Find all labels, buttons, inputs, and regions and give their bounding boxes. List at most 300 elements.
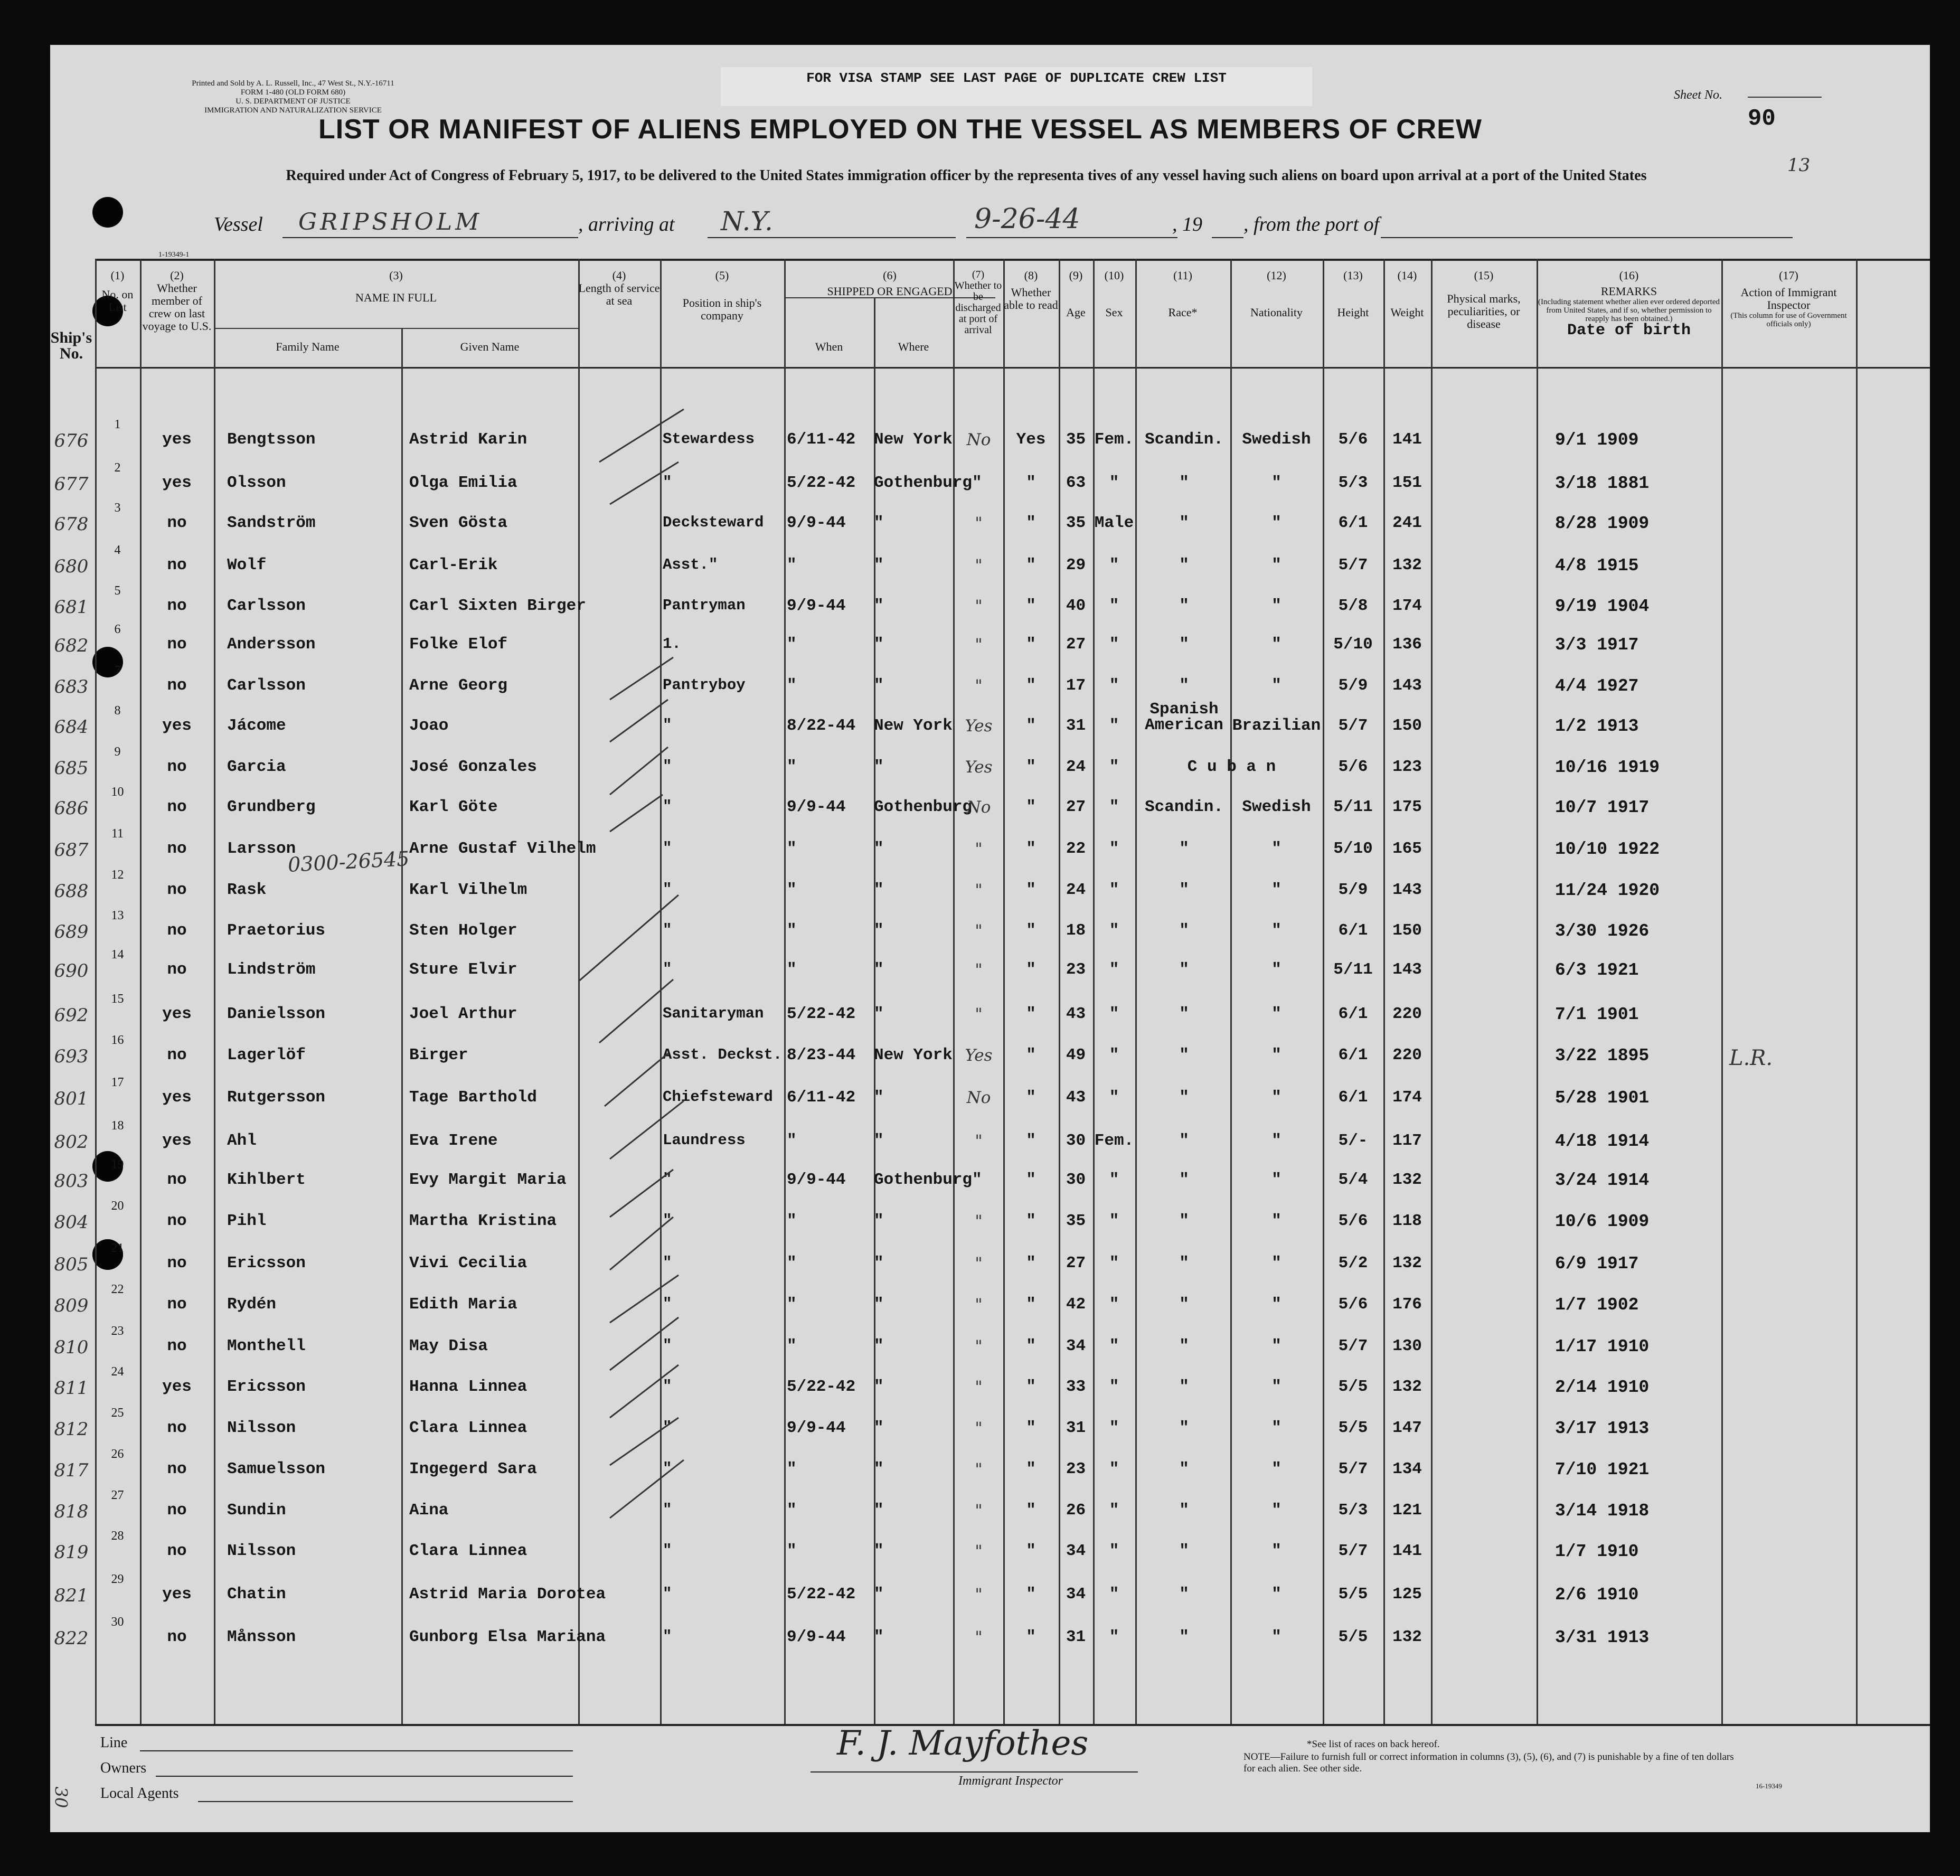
cell-position: " bbox=[663, 840, 672, 857]
cell-date-of-birth: 10/10 1922 bbox=[1555, 840, 1660, 859]
cell-race: " bbox=[1179, 1046, 1189, 1064]
cell-given-name: Evy Margit Maria bbox=[409, 1171, 567, 1189]
cell-shipped-when: " bbox=[787, 635, 797, 654]
footer-agents-label: Local Agents bbox=[100, 1785, 179, 1802]
cell-race: " bbox=[1179, 635, 1189, 654]
cell-position: " bbox=[663, 758, 672, 775]
cell-sex: Fem. bbox=[1094, 1132, 1134, 1150]
cell-race: " bbox=[1179, 1378, 1189, 1396]
cell-position: " bbox=[663, 1378, 672, 1395]
cell-family-name: Carlsson bbox=[227, 597, 306, 615]
cell-list-no: 3 bbox=[114, 501, 121, 515]
cell-position: Decksteward bbox=[663, 514, 764, 531]
cell-shipped-when: 5/22-42 bbox=[787, 474, 856, 492]
cell-can-read: " bbox=[1026, 597, 1036, 615]
cell-family-name: Andersson bbox=[227, 635, 316, 654]
check-marks bbox=[578, 404, 737, 1698]
cell-sex: " bbox=[1109, 1585, 1119, 1604]
cell-given-name: Tage Barthold bbox=[409, 1088, 537, 1107]
cell-previous-voyage: no bbox=[167, 798, 187, 816]
cell-can-read: " bbox=[1026, 1337, 1036, 1355]
cell-family-name: Sandström bbox=[227, 514, 316, 532]
cell-weight: 147 bbox=[1392, 1419, 1422, 1437]
cell-given-name: Carl Sixten Birger bbox=[409, 597, 586, 615]
cell-can-read: " bbox=[1026, 881, 1036, 899]
cell-family-name: Rask bbox=[227, 881, 267, 899]
col-16-header: (16) REMARKS (Including statement whether alien ever ordered deported from United States, and if so, whether permission to reapply has been obtained.) Date of birth bbox=[1538, 269, 1720, 340]
cell-previous-voyage: no bbox=[167, 758, 187, 776]
cell-position: " bbox=[663, 1254, 672, 1271]
cell-height: 5/9 bbox=[1338, 881, 1368, 899]
cell-age: 27 bbox=[1066, 1254, 1086, 1272]
cell-ship-no: 801 bbox=[54, 1088, 89, 1109]
cell-weight: 241 bbox=[1392, 514, 1422, 532]
cell-previous-voyage: no bbox=[167, 881, 187, 899]
cell-discharged: " bbox=[975, 676, 983, 695]
cell-weight: 136 bbox=[1392, 635, 1422, 654]
col-divider bbox=[1431, 259, 1433, 1724]
cell-weight: 130 bbox=[1392, 1337, 1422, 1355]
department-name: U. S. DEPARTMENT OF JUSTICE bbox=[235, 97, 351, 106]
cell-sex: " bbox=[1109, 1088, 1119, 1107]
cell-family-name: Praetorius bbox=[227, 921, 326, 940]
cell-age: 29 bbox=[1066, 556, 1086, 574]
cell-weight: 141 bbox=[1392, 430, 1422, 449]
cell-given-name: Birger bbox=[409, 1046, 468, 1064]
cell-position: Pantryman bbox=[663, 597, 746, 614]
cell-age: 35 bbox=[1066, 430, 1086, 449]
cell-nationality: " bbox=[1271, 1212, 1281, 1230]
cell-list-no: 26 bbox=[111, 1447, 124, 1461]
cell-date-of-birth: 1/17 1910 bbox=[1555, 1337, 1650, 1356]
cell-ship-no: 693 bbox=[54, 1046, 89, 1067]
cell-list-no: 4 bbox=[114, 543, 121, 557]
cell-shipped-where: " bbox=[874, 1419, 884, 1437]
side-note: 13 bbox=[1787, 155, 1811, 176]
cell-family-name: Pihl bbox=[227, 1212, 267, 1230]
cell-weight: 220 bbox=[1392, 1005, 1422, 1023]
cell-shipped-where: " bbox=[874, 1378, 884, 1396]
cell-height: 5/5 bbox=[1338, 1585, 1368, 1604]
cell-shipped-when: 9/9-44 bbox=[787, 597, 846, 615]
arriving-label: , arriving at bbox=[578, 213, 675, 235]
cell-given-name: Sten Holger bbox=[409, 921, 517, 940]
col-3-given-header: Given Name bbox=[460, 340, 520, 353]
col-divider bbox=[1135, 259, 1137, 1724]
cell-family-name: Nilsson bbox=[227, 1419, 296, 1437]
cell-age: 63 bbox=[1066, 474, 1086, 492]
footer-form-code: 16-19349 bbox=[1756, 1782, 1782, 1790]
cell-previous-voyage: no bbox=[167, 1542, 187, 1560]
cell-shipped-where: " bbox=[874, 960, 884, 979]
cell-shipped-when: 9/9-44 bbox=[787, 1419, 846, 1437]
cell-given-name: May Disa bbox=[409, 1337, 488, 1355]
cell-ship-no: 677 bbox=[54, 474, 89, 495]
cell-list-no: 24 bbox=[111, 1365, 124, 1379]
cell-race: " bbox=[1179, 1628, 1189, 1646]
cell-sex: " bbox=[1109, 1501, 1119, 1520]
cell-age: 31 bbox=[1066, 717, 1086, 735]
cell-previous-voyage: yes bbox=[162, 1378, 192, 1396]
cell-discharged: " bbox=[975, 556, 983, 575]
cell-nationality: " bbox=[1271, 1460, 1281, 1478]
cell-ship-no: 819 bbox=[54, 1542, 89, 1563]
cell-list-no: 29 bbox=[111, 1572, 124, 1586]
footer-owners-blank bbox=[156, 1775, 573, 1777]
cell-sex: " bbox=[1109, 1295, 1119, 1314]
cell-race: " bbox=[1179, 676, 1189, 695]
cell-position: Pantryboy bbox=[663, 676, 746, 694]
col-4-header: (4) Length of service at sea bbox=[578, 269, 660, 307]
cell-ship-no: 803 bbox=[54, 1171, 89, 1192]
cell-previous-voyage: no bbox=[167, 1460, 187, 1478]
cell-can-read: " bbox=[1026, 1419, 1036, 1437]
cell-position: " bbox=[663, 1628, 672, 1645]
cell-race: " bbox=[1179, 881, 1189, 899]
cell-shipped-where: " bbox=[874, 1005, 884, 1023]
cell-ship-no: 809 bbox=[54, 1295, 89, 1316]
cell-previous-voyage: yes bbox=[162, 1585, 192, 1604]
cell-shipped-when: " bbox=[787, 921, 797, 940]
cell-date-of-birth: 2/14 1910 bbox=[1555, 1378, 1650, 1397]
cell-ship-no: 821 bbox=[54, 1585, 89, 1606]
cell-shipped-where: " bbox=[874, 597, 884, 615]
cell-discharged: " bbox=[975, 1419, 983, 1438]
cell-nationality: " bbox=[1271, 556, 1281, 574]
cell-shipped-where: New York bbox=[874, 430, 953, 449]
cell-height: 5/6 bbox=[1338, 1212, 1368, 1230]
cell-nationality: " bbox=[1271, 1378, 1281, 1396]
cell-date-of-birth: 7/1 1901 bbox=[1555, 1005, 1639, 1024]
cell-age: 42 bbox=[1066, 1295, 1086, 1314]
cell-discharged: " bbox=[975, 881, 983, 900]
cell-ship-no: 680 bbox=[54, 556, 89, 577]
cell-height: 5/5 bbox=[1338, 1378, 1368, 1396]
cell-height: 5/4 bbox=[1338, 1171, 1368, 1189]
cell-height: 5/10 bbox=[1333, 840, 1373, 858]
cell-weight: 174 bbox=[1392, 597, 1422, 615]
vessel-blank bbox=[282, 236, 578, 238]
cell-position: " bbox=[663, 1585, 672, 1602]
cell-discharged: " bbox=[975, 1005, 983, 1024]
cell-height: 6/1 bbox=[1338, 514, 1368, 532]
cell-position: Asst." bbox=[663, 556, 718, 573]
cell-race: " bbox=[1179, 840, 1189, 858]
cell-list-no: 28 bbox=[111, 1529, 124, 1543]
cell-shipped-where: " bbox=[874, 1212, 884, 1230]
cell-discharged: " bbox=[975, 840, 983, 859]
cell-age: 23 bbox=[1066, 960, 1086, 979]
cell-can-read: " bbox=[1026, 960, 1036, 979]
cell-list-no: 20 bbox=[111, 1199, 124, 1213]
cell-previous-voyage: no bbox=[167, 1171, 187, 1189]
cell-weight: 125 bbox=[1392, 1585, 1422, 1604]
form-number: FORM 1-480 (OLD FORM 680) bbox=[240, 88, 346, 97]
cell-weight: 118 bbox=[1392, 1212, 1422, 1230]
cell-date-of-birth: 4/18 1914 bbox=[1555, 1132, 1650, 1151]
cell-shipped-where: " bbox=[874, 635, 884, 654]
cell-sex: " bbox=[1109, 597, 1119, 615]
cell-discharged: " bbox=[975, 921, 983, 940]
col-divider bbox=[214, 259, 215, 1724]
footer-agents-blank bbox=[198, 1800, 573, 1802]
cell-sex: " bbox=[1109, 881, 1119, 899]
cell-sex: Male bbox=[1094, 514, 1134, 532]
cell-shipped-when: 9/9-44 bbox=[787, 1171, 846, 1189]
cell-list-no: 6 bbox=[114, 623, 121, 636]
cell-date-of-birth: 3/30 1926 bbox=[1555, 921, 1650, 941]
cell-weight: 121 bbox=[1392, 1501, 1422, 1520]
cell-ship-no: 678 bbox=[54, 514, 89, 535]
cell-date-of-birth: 3/22 1895 bbox=[1555, 1046, 1650, 1066]
cell-date-of-birth: 8/28 1909 bbox=[1555, 514, 1650, 533]
cell-previous-voyage: no bbox=[167, 840, 187, 858]
cell-discharged: " bbox=[975, 1585, 983, 1604]
cell-height: 5/10 bbox=[1333, 635, 1373, 654]
cell-family-name: Nilsson bbox=[227, 1542, 296, 1560]
cell-position: Asst. Deckst. bbox=[663, 1046, 783, 1063]
cell-family-name: Chatin bbox=[227, 1585, 286, 1604]
cell-date-of-birth: 10/7 1917 bbox=[1555, 798, 1650, 817]
cell-shipped-where: " bbox=[874, 1628, 884, 1646]
cell-ship-no: 686 bbox=[54, 798, 89, 819]
cell-height: 5/3 bbox=[1338, 474, 1368, 492]
cell-family-name: Ericsson bbox=[227, 1254, 306, 1272]
cell-can-read: " bbox=[1026, 474, 1036, 492]
cell-discharged: " bbox=[975, 1254, 983, 1273]
cell-shipped-where: " bbox=[874, 1088, 884, 1107]
cell-discharged: " bbox=[975, 1501, 983, 1520]
cell-can-read: " bbox=[1026, 1585, 1036, 1604]
cell-family-name: Garcia bbox=[227, 758, 286, 776]
cell-weight: 143 bbox=[1392, 676, 1422, 695]
cell-nationality: " bbox=[1271, 635, 1281, 654]
cell-list-no: 25 bbox=[111, 1406, 124, 1420]
cell-height: 5/7 bbox=[1338, 556, 1368, 574]
col-divider bbox=[1856, 259, 1858, 1724]
cell-discharged: No bbox=[966, 430, 991, 449]
cell-discharged: " bbox=[975, 1132, 983, 1151]
cell-race: " bbox=[1179, 1254, 1189, 1272]
cell-age: 31 bbox=[1066, 1628, 1086, 1646]
cell-sex: " bbox=[1109, 1212, 1119, 1230]
cell-shipped-when: 5/22-42 bbox=[787, 1378, 856, 1396]
cell-race: " bbox=[1179, 1501, 1189, 1520]
cell-sex: " bbox=[1109, 1460, 1119, 1478]
cell-date-of-birth: 3/14 1918 bbox=[1555, 1501, 1650, 1521]
cell-shipped-when: " bbox=[787, 1460, 797, 1478]
cell-given-name: Karl Göte bbox=[409, 798, 498, 816]
cell-race: Scandin. bbox=[1145, 430, 1223, 449]
cell-height: 5/3 bbox=[1338, 1501, 1368, 1520]
cell-position: " bbox=[663, 921, 672, 939]
cell-position: " bbox=[663, 1337, 672, 1354]
margin-mark: 30 bbox=[51, 1786, 71, 1808]
cell-given-name: Olga Emilia bbox=[409, 474, 517, 492]
cell-weight: 151 bbox=[1392, 474, 1422, 492]
cell-age: 34 bbox=[1066, 1337, 1086, 1355]
cell-ship-no: 687 bbox=[54, 840, 89, 861]
cell-weight: 134 bbox=[1392, 1460, 1422, 1478]
cell-position: " bbox=[663, 798, 672, 815]
col-6-when-header: When bbox=[815, 340, 843, 353]
cell-shipped-where: " bbox=[874, 1501, 884, 1520]
cell-list-no: 10 bbox=[111, 785, 124, 799]
cell-date-of-birth: 7/10 1921 bbox=[1555, 1460, 1650, 1479]
cell-previous-voyage: yes bbox=[162, 717, 192, 735]
cell-nationality: " bbox=[1271, 1337, 1281, 1355]
cell-age: 40 bbox=[1066, 597, 1086, 615]
cell-shipped-where: Gothenburg" bbox=[874, 1171, 982, 1189]
cell-height: 5/6 bbox=[1338, 758, 1368, 776]
col-10-header: (10) Sex bbox=[1104, 269, 1124, 319]
cell-height: 5/- bbox=[1338, 1132, 1368, 1150]
cell-sex: " bbox=[1109, 676, 1119, 695]
cell-can-read: " bbox=[1026, 1132, 1036, 1150]
cell-nationality: " bbox=[1271, 1088, 1281, 1107]
cell-ship-no: 810 bbox=[54, 1337, 89, 1358]
cell-list-no: 17 bbox=[111, 1076, 124, 1089]
col-8-header: (8) Whether able to read bbox=[1004, 269, 1058, 312]
cell-previous-voyage: yes bbox=[162, 1132, 192, 1150]
cell-shipped-where: " bbox=[874, 676, 884, 695]
cell-shipped-where: " bbox=[874, 1132, 884, 1150]
cell-shipped-where: " bbox=[874, 1542, 884, 1560]
cell-shipped-when: " bbox=[787, 1295, 797, 1314]
cell-age: 30 bbox=[1066, 1171, 1086, 1189]
cell-race: " bbox=[1179, 597, 1189, 615]
cell-list-no: 21 bbox=[111, 1241, 124, 1255]
cell-shipped-where: " bbox=[874, 514, 884, 532]
cell-sex: " bbox=[1109, 1046, 1119, 1064]
cell-family-name: Lagerlöf bbox=[227, 1046, 306, 1064]
cell-list-no: 18 bbox=[111, 1119, 124, 1133]
cell-position: " bbox=[663, 1501, 672, 1519]
cell-race: " bbox=[1179, 1295, 1189, 1314]
cell-weight: 117 bbox=[1392, 1132, 1422, 1150]
cell-race: " bbox=[1179, 474, 1189, 492]
cell-ship-no: 689 bbox=[54, 921, 89, 942]
cell-can-read: Yes bbox=[1016, 430, 1046, 449]
cell-family-name: Jácome bbox=[227, 717, 286, 735]
cell-previous-voyage: no bbox=[167, 556, 187, 574]
cell-sex: " bbox=[1109, 758, 1119, 776]
inspector-signature: F. J. Mayfothes bbox=[837, 1724, 1089, 1763]
cell-family-name: Kihlbert bbox=[227, 1171, 306, 1189]
cell-weight: 143 bbox=[1392, 960, 1422, 979]
cell-nationality: Swedish bbox=[1242, 430, 1311, 449]
cell-nationality: " bbox=[1271, 514, 1281, 532]
cell-weight: 143 bbox=[1392, 881, 1422, 899]
cell-shipped-where: " bbox=[874, 1585, 884, 1604]
cell-discharged: " bbox=[975, 1460, 983, 1479]
cell-discharged: No bbox=[966, 798, 991, 817]
cell-ship-no: 804 bbox=[54, 1212, 89, 1233]
page-subtitle: Required under Act of Congress of February 5, 1917, to be delivered to the United States immigration officer by the representa tives of any vessel having such aliens on board upon arrival at a port of the United States bbox=[286, 167, 1647, 184]
cell-ship-no: 692 bbox=[54, 1005, 89, 1026]
cell-given-name: Joao bbox=[409, 717, 449, 735]
cell-family-name: Månsson bbox=[227, 1628, 296, 1646]
cell-can-read: " bbox=[1026, 717, 1036, 735]
cell-family-name: Wolf bbox=[227, 556, 267, 574]
cell-family-name: Larsson bbox=[227, 840, 296, 858]
cell-shipped-when: 5/22-42 bbox=[787, 1585, 856, 1604]
cell-previous-voyage: no bbox=[167, 597, 187, 615]
cell-shipped-where: New York bbox=[874, 717, 953, 735]
cell-shipped-where: New York bbox=[874, 1046, 953, 1064]
cell-ship-no: 681 bbox=[54, 597, 89, 618]
cell-age: 35 bbox=[1066, 514, 1086, 532]
cell-date-of-birth: 6/9 1917 bbox=[1555, 1254, 1639, 1274]
cell-nationality: " bbox=[1271, 1628, 1281, 1646]
arriving-port: N.Y. bbox=[721, 206, 773, 237]
cell-race: " bbox=[1179, 1419, 1189, 1437]
cell-family-name: Danielsson bbox=[227, 1005, 326, 1023]
cell-can-read: " bbox=[1026, 676, 1036, 695]
cell-list-no: 30 bbox=[111, 1615, 124, 1629]
cell-can-read: " bbox=[1026, 1046, 1036, 1064]
cell-nationality: " bbox=[1271, 474, 1281, 492]
cell-previous-voyage: no bbox=[167, 1419, 187, 1437]
cell-previous-voyage: no bbox=[167, 1046, 187, 1064]
cell-date-of-birth: 3/18 1881 bbox=[1555, 474, 1650, 493]
cell-weight: 150 bbox=[1392, 717, 1422, 735]
cell-given-name: Arne Gustaf Vilhelm bbox=[409, 840, 596, 858]
cell-height: 5/7 bbox=[1338, 1337, 1368, 1355]
cell-discharged: Yes bbox=[965, 758, 993, 777]
from-port-blank bbox=[1381, 236, 1793, 238]
cell-ship-no: 690 bbox=[54, 960, 89, 982]
sheet-number-line bbox=[1748, 97, 1822, 98]
cell-shipped-when: " bbox=[787, 881, 797, 899]
cell-position: Stewardess bbox=[663, 430, 755, 448]
cell-list-no: 1 bbox=[114, 418, 121, 431]
cell-race: " bbox=[1179, 1542, 1189, 1560]
cell-weight: 132 bbox=[1392, 1254, 1422, 1272]
cell-discharged: No bbox=[966, 1088, 991, 1107]
cell-sex: " bbox=[1109, 798, 1119, 816]
cell-nationality: " bbox=[1271, 1254, 1281, 1272]
cell-weight: 132 bbox=[1392, 1378, 1422, 1396]
cell-shipped-when: " bbox=[787, 1254, 797, 1272]
cell-list-no: 11 bbox=[111, 827, 124, 841]
cell-weight: 141 bbox=[1392, 1542, 1422, 1560]
cell-nationality: Brazilian bbox=[1232, 717, 1321, 735]
cell-given-name: Astrid Karin bbox=[409, 430, 527, 449]
cell-height: 5/7 bbox=[1338, 717, 1368, 735]
cell-shipped-where: " bbox=[874, 840, 884, 858]
cell-nationality: " bbox=[1271, 597, 1281, 615]
cell-nationality: " bbox=[1271, 1046, 1281, 1064]
cell-sex: " bbox=[1109, 556, 1119, 574]
cell-given-name: Edith Maria bbox=[409, 1295, 517, 1314]
cell-date-of-birth: 3/17 1913 bbox=[1555, 1419, 1650, 1438]
cell-position: " bbox=[663, 881, 672, 898]
cell-can-read: " bbox=[1026, 798, 1036, 816]
cell-weight: 132 bbox=[1392, 556, 1422, 574]
cell-list-no: 2 bbox=[114, 461, 121, 475]
cell-family-name: Samuelsson bbox=[227, 1460, 326, 1478]
col-ship-no-header: Ship's No. bbox=[50, 329, 92, 362]
punch-hole bbox=[92, 197, 123, 228]
cell-shipped-when: " bbox=[787, 1337, 797, 1355]
cell-given-name: Hanna Linnea bbox=[409, 1378, 527, 1396]
cell-height: 5/5 bbox=[1338, 1419, 1368, 1437]
cell-age: 34 bbox=[1066, 1542, 1086, 1560]
table-header-border bbox=[95, 367, 1930, 369]
cell-family-name: Bengtsson bbox=[227, 430, 316, 449]
cell-can-read: " bbox=[1026, 1088, 1036, 1107]
